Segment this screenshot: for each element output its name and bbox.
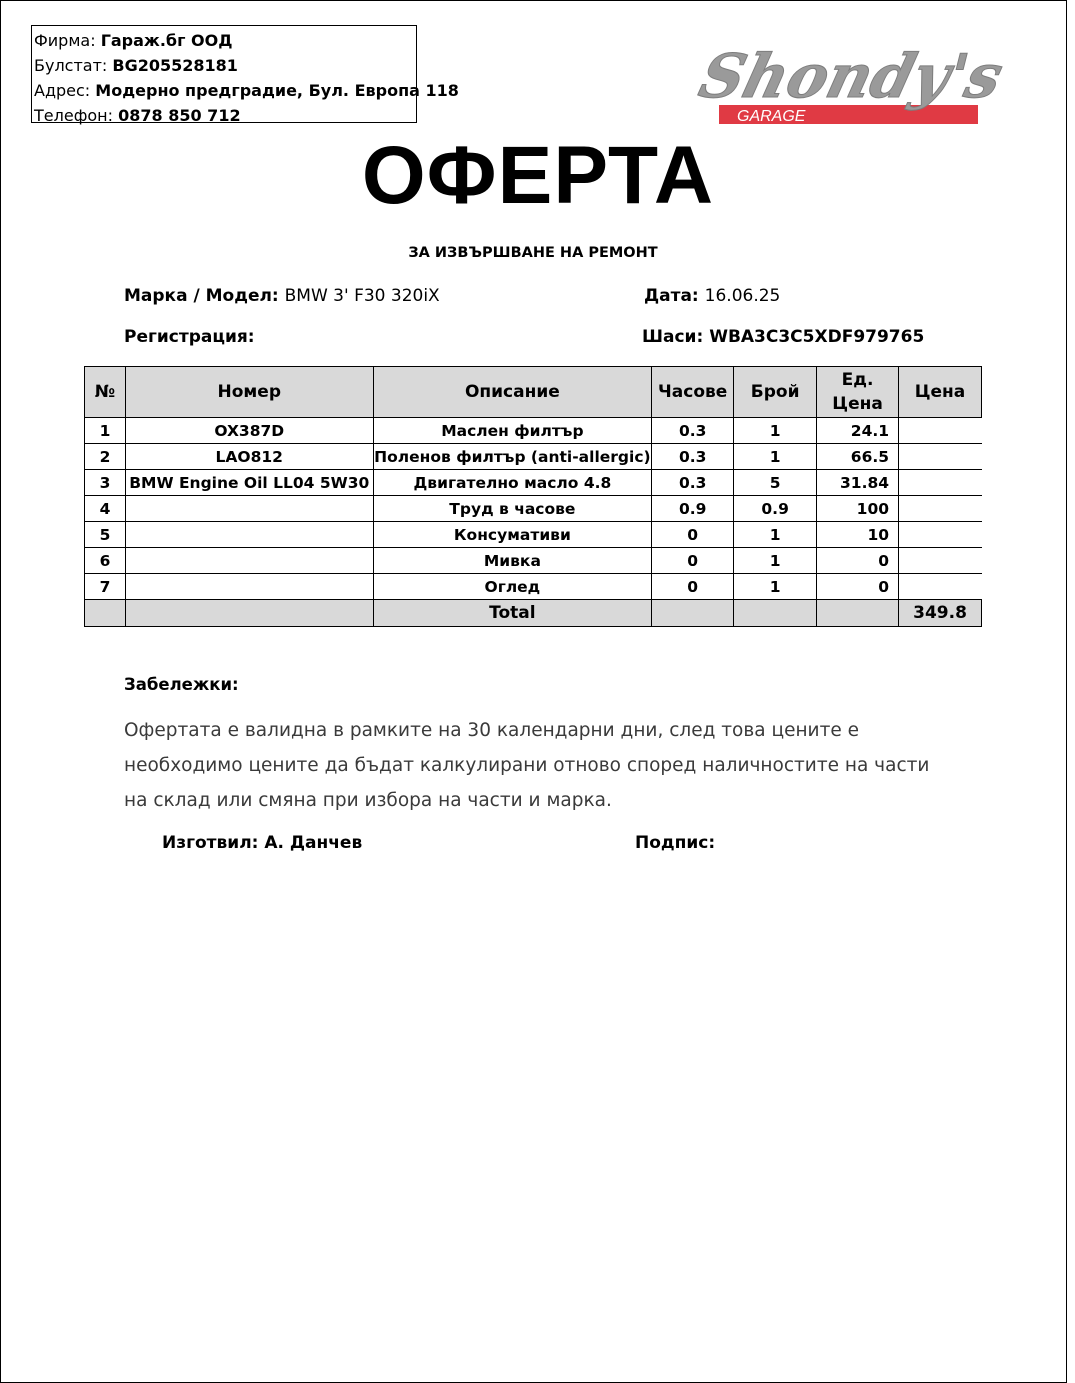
table-row — [85, 522, 982, 548]
cell-price — [899, 496, 982, 522]
shondys-garage-logo — [692, 29, 1010, 127]
cell-price — [899, 548, 982, 574]
chassis-field — [642, 327, 924, 347]
cell-description: Оглед — [373, 574, 652, 600]
company-firm-row — [34, 28, 416, 53]
cell-unit-price: 24.1 — [817, 418, 899, 444]
header-unit-price-line2: Цена — [832, 394, 883, 414]
cell-num: 2 — [85, 444, 126, 470]
cell-hours: 0.9 — [652, 496, 734, 522]
cell-hours: 0.3 — [652, 418, 734, 444]
cell-num: 1 — [85, 418, 126, 444]
cell-unit-price: 100 — [817, 496, 899, 522]
signature-label: Подпис: — [635, 833, 716, 853]
cell-description: Консумативи — [373, 522, 652, 548]
phone-label: Телефон: — [34, 106, 114, 125]
table-header-row — [85, 367, 982, 418]
prepared-by: Изготвил: А. Данчев — [162, 833, 363, 853]
quote-table — [84, 366, 982, 627]
cell-qty: 1 — [734, 444, 817, 470]
cell-num: 7 — [85, 574, 126, 600]
cell-part-number: LAO812 — [125, 444, 373, 470]
chassis-value: WBA3C3C5XDF979765 — [709, 327, 925, 347]
company-info-box — [31, 25, 459, 125]
cell-part-number — [125, 548, 373, 574]
document-title: ОФЕРТА — [361, 130, 715, 221]
date-label: Дата: — [644, 286, 699, 306]
cell-price — [899, 522, 982, 548]
table-row — [85, 548, 982, 574]
total-cell-empty — [734, 600, 817, 627]
cell-description: Труд в часове — [373, 496, 652, 522]
cell-num: 4 — [85, 496, 126, 522]
cell-qty: 1 — [734, 522, 817, 548]
cell-price — [899, 418, 982, 444]
header-unit-price — [817, 367, 899, 418]
company-address-row — [34, 78, 459, 103]
company-bulstat-row — [34, 53, 416, 78]
cell-num: 3 — [85, 470, 126, 496]
total-cell-empty — [652, 600, 734, 627]
cell-qty: 5 — [734, 470, 817, 496]
cell-qty: 1 — [734, 548, 817, 574]
header-unit-price-line1: Ед. — [841, 370, 874, 390]
date-value: 16.06.25 — [704, 286, 781, 306]
chassis-label: Шаси: — [642, 327, 704, 347]
header-part-number: Номер — [125, 367, 373, 418]
date-field — [644, 286, 780, 306]
cell-hours: 0 — [652, 574, 734, 600]
make-model-field — [124, 286, 440, 306]
total-label: Total — [373, 600, 652, 627]
registration-label: Регистрация: — [124, 327, 255, 347]
cell-description: Поленов филтър (anti-allergic) — [373, 444, 652, 470]
cell-unit-price: 0 — [817, 548, 899, 574]
cell-hours: 0 — [652, 548, 734, 574]
bulstat-value: BG205528181 — [112, 56, 238, 75]
total-cell-empty — [125, 600, 373, 627]
table-row — [85, 444, 982, 470]
cell-qty: 1 — [734, 574, 817, 600]
cell-unit-price: 66.5 — [817, 444, 899, 470]
cell-part-number — [125, 574, 373, 600]
make-model-value: BMW 3' F30 320iX — [284, 286, 440, 306]
total-cell-empty — [817, 600, 899, 627]
header-price: Цена — [899, 367, 982, 418]
header-num: № — [85, 367, 126, 418]
cell-price — [899, 574, 982, 600]
cell-part-number: BMW Engine Oil LL04 5W30 — [125, 470, 373, 496]
make-model-label: Марка / Модел: — [124, 286, 279, 306]
cell-description: Мивка — [373, 548, 652, 574]
logo-script-text: Shondy's — [692, 41, 1010, 112]
cell-unit-price: 0 — [817, 574, 899, 600]
cell-price — [899, 470, 982, 496]
cell-part-number: OX387D — [125, 418, 373, 444]
cell-unit-price: 31.84 — [817, 470, 899, 496]
cell-num: 5 — [85, 522, 126, 548]
table-row — [85, 418, 982, 444]
total-cell-empty — [85, 600, 126, 627]
total-value: 349.8 — [899, 600, 982, 627]
phone-value: 0878 850 712 — [118, 106, 241, 125]
cell-hours: 0.3 — [652, 444, 734, 470]
firm-value: Гараж.бг ООД — [100, 31, 233, 50]
table-row — [85, 470, 982, 496]
table-total-row — [85, 600, 982, 627]
table-row — [85, 574, 982, 600]
cell-part-number — [125, 496, 373, 522]
bulstat-label: Булстат: — [34, 56, 108, 75]
cell-hours: 0.3 — [652, 470, 734, 496]
cell-part-number — [125, 522, 373, 548]
cell-qty: 1 — [734, 418, 817, 444]
table-row — [85, 496, 982, 522]
header-description: Описание — [373, 367, 652, 418]
registration-field — [124, 327, 255, 347]
address-label: Адрес: — [34, 81, 91, 100]
cell-hours: 0 — [652, 522, 734, 548]
cell-description: Маслен филтър — [373, 418, 652, 444]
document-subtitle: ЗА ИЗВЪРШВАНЕ НА РЕМОНТ — [408, 245, 658, 261]
firm-label: Фирма: — [34, 31, 96, 50]
company-phone-row — [34, 103, 416, 128]
header-hours: Часове — [652, 367, 734, 418]
header-qty: Брой — [734, 367, 817, 418]
notes-label: Забележки: — [124, 675, 239, 694]
notes-text: Офертата е валидна в рамките на 30 календарни дни, след това цените е необходимо цените да бъдат калкулирани отново според наличностите на части на склад или смяна при избора на части и марка. — [124, 720, 930, 811]
logo-garage-text: GARAGE — [737, 108, 806, 125]
cell-qty: 0.9 — [734, 496, 817, 522]
cell-num: 6 — [85, 548, 126, 574]
cell-unit-price: 10 — [817, 522, 899, 548]
cell-price — [899, 444, 982, 470]
cell-description: Двигателно масло 4.8 — [373, 470, 652, 496]
address-value: Модерно предградие, Бул. Европа 118 — [95, 81, 459, 100]
